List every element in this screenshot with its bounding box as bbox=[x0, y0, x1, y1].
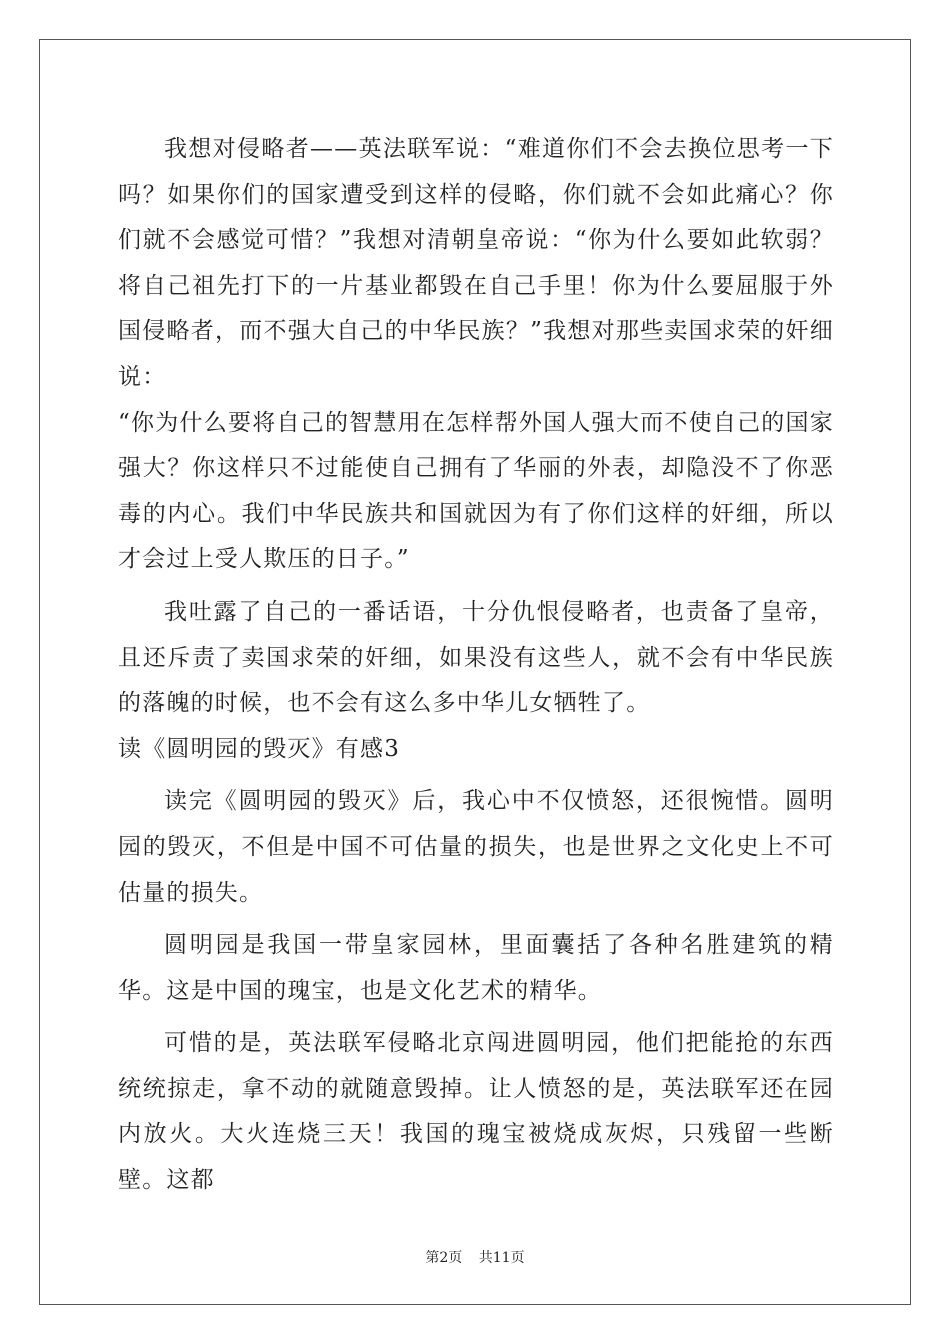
page-total: 共11页 bbox=[478, 1250, 525, 1266]
paragraph-reflection: 我吐露了自己的一番话语，十分仇恨侵略者，也责备了皇帝，且还斥责了卖国求荣的奸细，如果没有这些人，就不会有中华民族的落魄的时候，也不会有这么多中华儿女牺牲了。 bbox=[118, 598, 834, 717]
section-heading: 读《圆明园的毁灭》有感3 bbox=[118, 735, 401, 762]
document-body bbox=[118, 127, 834, 1204]
paragraph-speech-continued: “你为什么要将自己的智慧用在怎样帮外国人强大而不使自己的国家强大？你这样只不过能使自己拥有了华丽的外表，却隐没不了你恶毒的内心。我们中华民族共和国就因为有了你们这样的奸细，所以才会过上受人欺压的日子。” bbox=[118, 409, 834, 573]
paragraph-destruction: 可惜的是，英法联军侵略北京闯进圆明园，他们把能抢的东西统统掠走，拿不动的就随意毁掉。让人愤怒的是，英法联军还在园内放火。大火连烧三天！我国的瑰宝被烧成灰烬，只残留一些断壁。这都 bbox=[118, 1030, 834, 1194]
page-footer bbox=[0, 1247, 950, 1267]
page-number: 第2页 bbox=[425, 1250, 463, 1266]
paragraph-speech: 我想对侵略者——英法联军说：“难道你们不会去换位思考一下吗？如果你们的国家遭受到这样的侵略，你们就不会如此痛心？你们就不会感觉可惜？”我想对清朝皇帝说：“你为什么要如此软弱？将自己祖先打下的一片基业都毁在自己手里！你为什么要屈服于外国侵略者，而不强大自己的中华民族？”我想对那些卖国求荣的奸细说： bbox=[118, 136, 834, 390]
paragraph-garden: 圆明园是我国一带皇家园林，里面囊括了各种名胜建筑的精华。这是中国的瑰宝，也是文化艺术的精华。 bbox=[118, 932, 834, 1004]
paragraph-intro: 读完《圆明园的毁灭》后，我心中不仅愤怒，还很惋惜。圆明园的毁灭，不但是中国不可估量的损失，也是世界之文化史上不可估量的损失。 bbox=[118, 788, 834, 906]
